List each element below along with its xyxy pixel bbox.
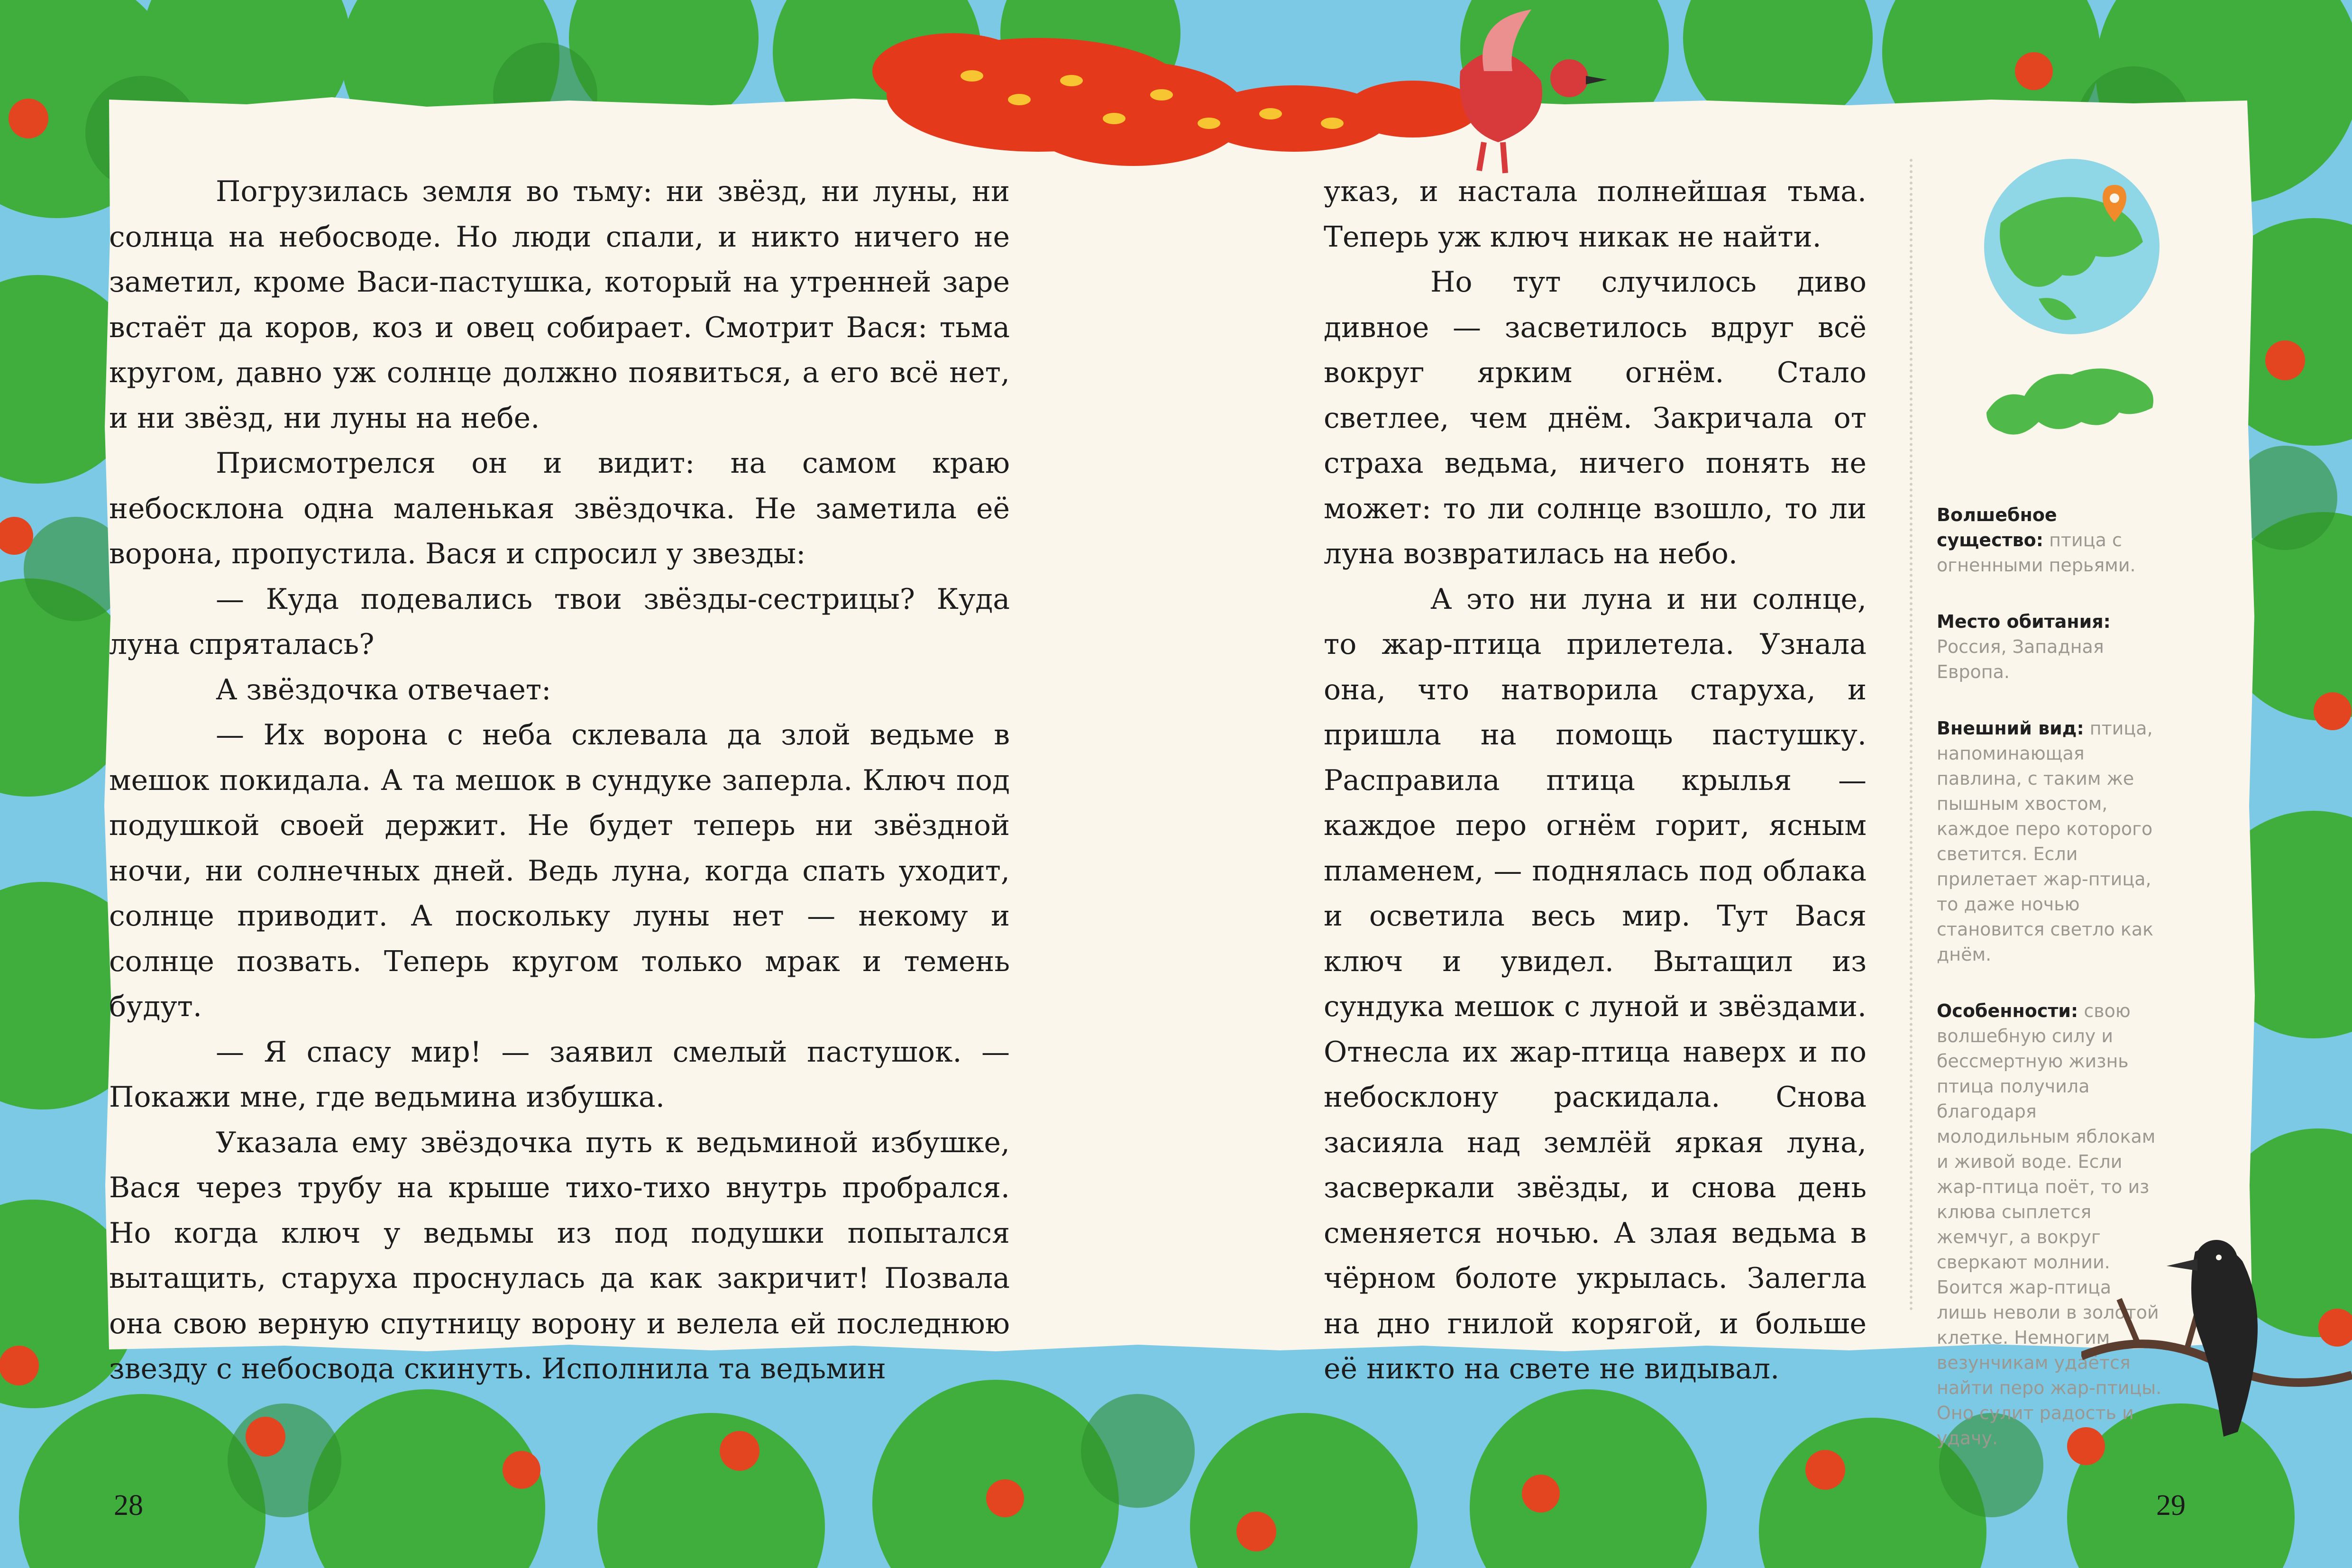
paragraph: А это ни луна и ни солнце, то жар-птица прилетела. Узнала она, что натворила старуха, и пришла на помощь пастушку. Расправила птица крылья — каждое перо огнём горит, ясным пламенем, — поднялась под облака и осветила весь мир. Тут Вася ключ и увидел. Вытащил из сундука мешок с луной и звёздами. Отнесла их жар-птица наверх и по небосклону раскидала. Снова засияла над землёй яркая луна, засверкали звёзды, и снова день сменяется ночью. А злая ведьма в чёрном болоте укрылась. Залегла на дно гнилой корягой, и больше её никто на свете не видывал. (1324, 582, 1867, 1385)
fact-text: Россия, Западная Европа. (1937, 636, 2104, 682)
eurasia-map-icon (1982, 351, 2162, 446)
crow-on-branch-illustration (2081, 1233, 2352, 1498)
sidebar-divider (1910, 159, 1913, 1311)
right-page-text (1324, 169, 1867, 1392)
paragraph: указ, и настала полнейшая тьма. Теперь уж ключ никак не найти. (1324, 175, 1867, 254)
page-number-left: 28 (114, 1489, 143, 1522)
left-page-text (109, 169, 1010, 1392)
paragraph: Присмотрелся он и видит: на самом краю небосклона одна маленькая звёздочка. Не заметила её ворона, пропустила. Вася и спросил у звезды: (109, 447, 1010, 570)
fact-label: Особенности: (1937, 1000, 2078, 1021)
fact-label: Место обитания: (1937, 611, 2111, 632)
paragraph: Погрузилась земля во тьму: ни звёзд, ни луны, ни солнца на небосводе. Но люди спали, и никто ничего не заметил, кроме Васи-пастушка, который на утренней заре встаёт да коров, коз и овец собирает. Смотрит Вася: тьма кругом, давно уж солнце должно появиться, а его всё нет, и ни звёзд, ни луны на небе. (109, 175, 1010, 435)
fact-text: птица с огненными перьями. (1937, 530, 2136, 576)
page-number-right: 29 (2156, 1489, 2186, 1522)
paragraph: — Я спасу мир! — заявил смелый пастушок. — Покажи мне, где ведьмина избушка. (109, 1035, 1010, 1114)
paragraph: Указала ему звёздочка путь к ведьминой избушке, Вася через трубу на крыше тихо-тихо внутрь пробрался. Но когда ключ у ведьмы из под подушки попытался вытащить, старуха проснулась да как закричит! Позвала она свою верную спутницу ворону и велела ей последнюю звезду с небосвода скинуть. Исполнила та ведьмин (109, 1126, 1010, 1385)
fact-item (1937, 609, 2164, 685)
paragraph: А звёздочка отвечает: (216, 673, 551, 706)
fact-label: Волшебное существо: (1937, 504, 2057, 550)
paragraph: Но тут случилось диво дивное — засветилось вдруг всё вокруг ярким огнём. Стало светлее, чем днём. Закричала от страха ведьма, ничего понять не может: то ли солнце взошло, то ли луна возвратилась на небо. (1324, 266, 1867, 570)
globe-icon (1982, 156, 2162, 337)
fact-item (1937, 503, 2164, 578)
fact-item (1937, 716, 2164, 967)
paragraph: — Их ворона с неба склевала да злой ведьме в мешок покидала. А та мешок в сундуке заперла. Ключ под подушкой своей держит. Не будет теперь ни звёздной ночи, ни солнечных дней. Ведь луна, когда спать уходит, солнце приводит. А поскольку луны нет — некому и солнце позвать. Теперь кругом только мрак и темень будут. (109, 718, 1010, 1023)
paragraph: — Куда подевались твои звёзды-сестрицы? Куда луна спряталась? (109, 582, 1010, 661)
fact-label: Внешний вид: (1937, 718, 2084, 739)
fact-text: птица, напоминающая павлина, с таким же пышным хвостом, каждое перо которого светится. Если прилетает жар-птица, то даже ночью становится светло как днём. (1937, 718, 2154, 965)
fact-text: свою волшебную силу и бессмертную жизнь птица получила благодаря молодильным яблокам и живой воде. Если жар-птица поёт, то из клюва сыплется жемчуг, а вокруг сверкают молнии. Боится жар-птица лишь неволи в золотой клетке. Немногим везунчикам удаётся найти перо жар-птицы. Оно сулит радость и удачу. (1937, 1000, 2162, 1449)
